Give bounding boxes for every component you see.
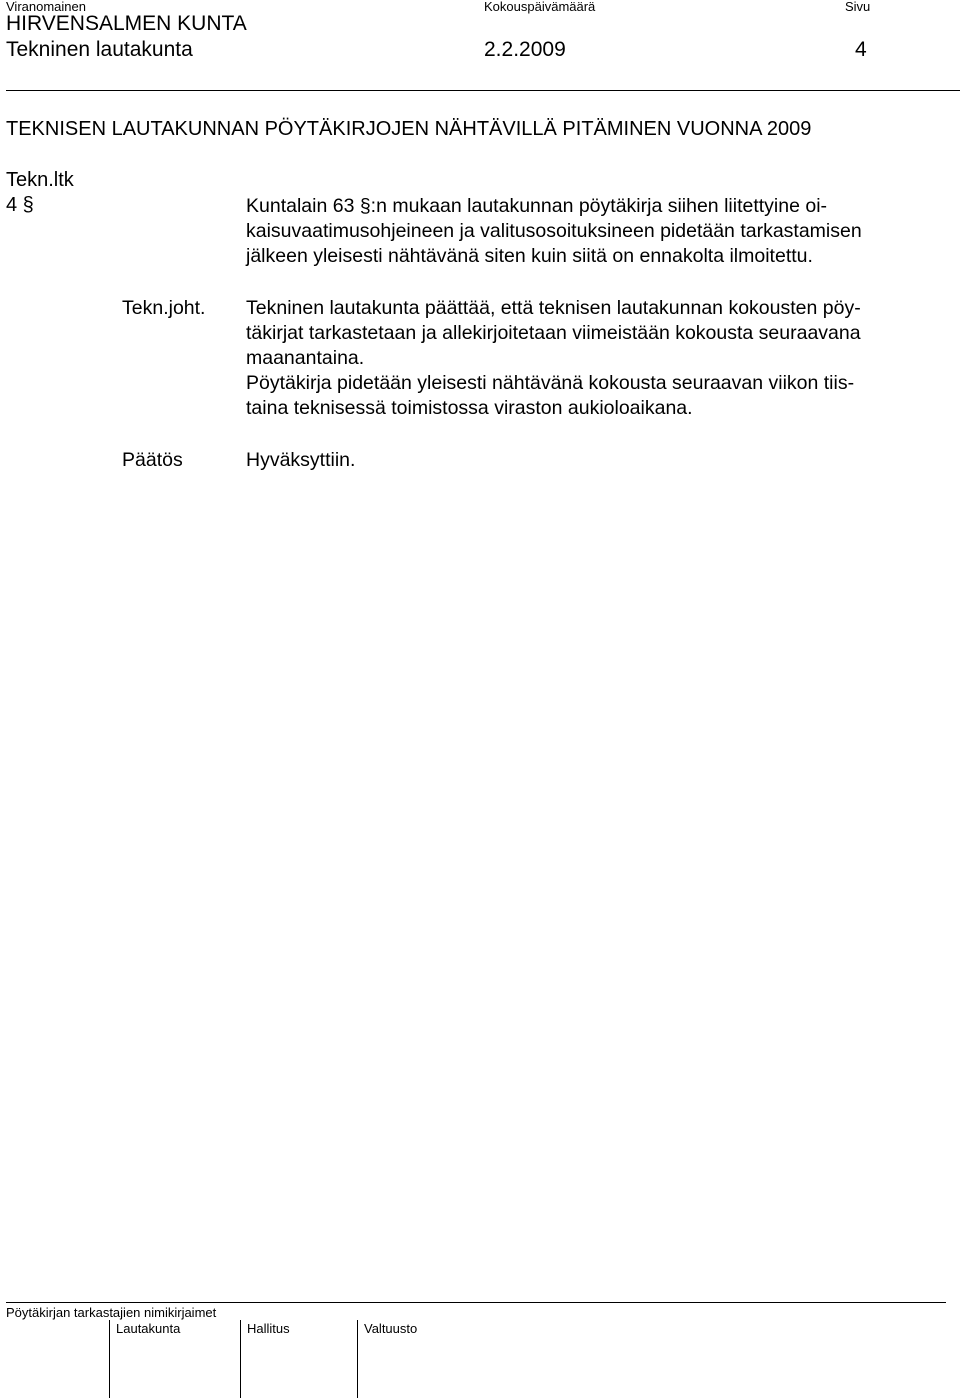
signatures-label: Pöytäkirjan tarkastajien nimikirjaimet <box>6 1305 217 1320</box>
intro-line: kaisuvaatimusohjeineen ja valitusosoituksineen pidetään tarkastamisen <box>246 220 862 242</box>
signature-column-divider <box>357 1320 358 1398</box>
intro-line: jälkeen yleisesti nähtävänä siten kuin siitä on ennakolta ilmoitettu. <box>246 245 813 267</box>
proposal-paragraph <box>246 296 861 421</box>
intro-line: Kuntalain 63 §:n mukaan lautakunnan pöytäkirja siihen liitettyine oi- <box>246 195 828 217</box>
decision-label: Päätös <box>122 449 183 471</box>
proposal-line: taina teknisessä toimistossa viraston aukioloaikana. <box>246 397 693 419</box>
organization-name: HIRVENSALMEN KUNTA <box>6 12 247 35</box>
header-authority-label: Viranomainen <box>6 0 86 14</box>
header-page-label: Sivu <box>845 0 871 14</box>
signature-column-hallitus: Hallitus <box>247 1321 290 1336</box>
signature-column-divider <box>240 1320 241 1398</box>
proposal-label: Tekn.joht. <box>122 297 206 319</box>
proposal-line: täkirjat tarkastetaan ja allekirjoitetaan viimeistään kokousta seuraavana <box>246 322 861 344</box>
signature-column-valtuusto: Valtuusto <box>364 1321 418 1336</box>
signature-column-lautakunta: Lautakunta <box>116 1321 181 1336</box>
meeting-date: 2.2.2009 <box>484 38 566 61</box>
proposal-line: Pöytäkirja pidetään yleisesti nähtävänä kokousta seuraavan viikon tiis- <box>246 372 855 394</box>
header-date-label: Kokouspäivämäärä <box>484 0 596 14</box>
page-number: 4 <box>855 38 867 61</box>
signature-column-divider <box>109 1320 110 1398</box>
proposal-line: maanantaina. <box>246 347 365 369</box>
decision-text: Hyväksyttiin. <box>246 449 356 471</box>
section-number: 4 § <box>6 194 34 216</box>
header-divider <box>6 90 960 91</box>
section-title: TEKNISEN LAUTAKUNNAN PÖYTÄKIRJOJEN NÄHTÄVILLÄ PITÄMINEN VUONNA 2009 <box>6 118 812 140</box>
intro-paragraph <box>246 194 862 269</box>
proposal-line: Tekninen lautakunta päättää, että teknisen lautakunnan kokousten pöy- <box>246 297 861 319</box>
authority-name: Tekninen lautakunta <box>6 38 193 61</box>
board-reference: Tekn.ltk <box>6 169 74 191</box>
footer-divider <box>6 1302 946 1303</box>
